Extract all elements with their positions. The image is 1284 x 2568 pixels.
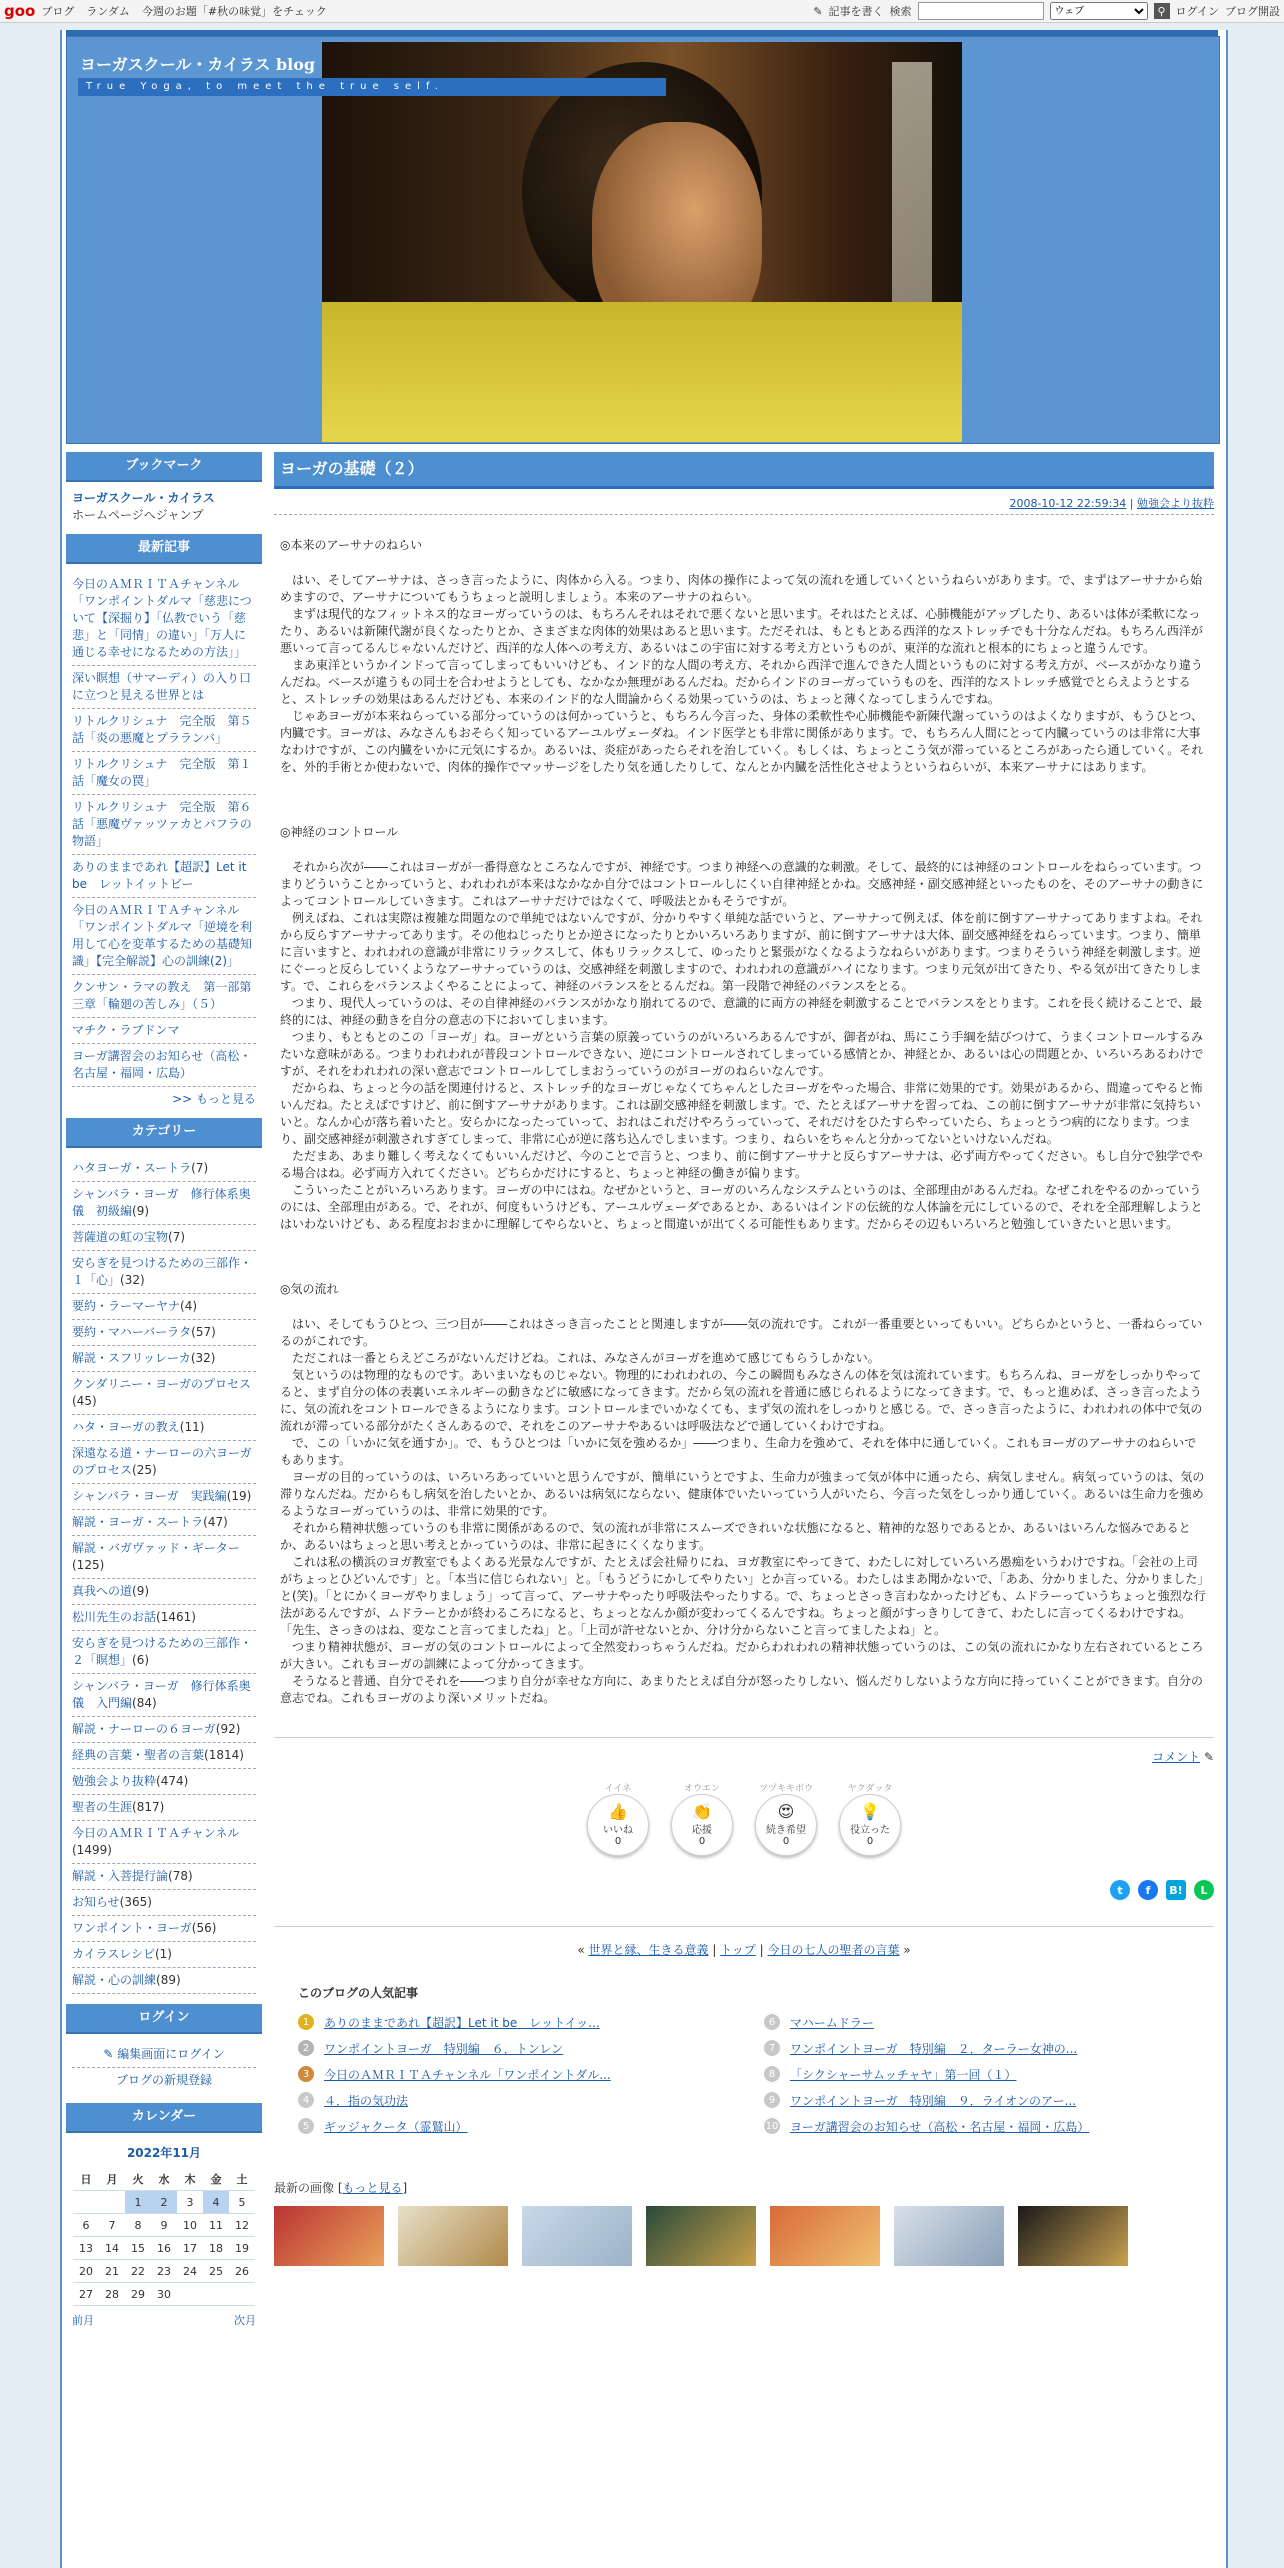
popular-item[interactable] (298, 2061, 724, 2087)
category-item[interactable] (72, 1225, 256, 1251)
recent-item[interactable]: 今日のＡＭＲＩＴＡチャンネル「ワンポイントダルマ「慈悲について【深掘り】「仏教でいう「慈悲」と「同情」の違い」「万人に通じる幸せになるための方法」」 (72, 572, 256, 666)
category-item[interactable] (72, 1890, 256, 1916)
entry-meta: 2008-10-12 22:59:34 | 勉強会より抜粋 (274, 495, 1214, 515)
recent-item[interactable]: ありのままであれ【超訳】Let it be レットイットビー (72, 855, 256, 898)
heart-eyes-icon: 😍 (777, 1802, 795, 1821)
calendar-day: 26 (229, 2260, 255, 2283)
main-content (274, 452, 1214, 2266)
calendar-day: 21 (99, 2260, 125, 2283)
category-count: (817) (132, 1800, 165, 1814)
calendar-day: 16 (151, 2237, 177, 2260)
twitter-icon[interactable]: t (1110, 1880, 1130, 1900)
header-photo (322, 42, 962, 442)
paragraph: つまり精神状態が、ヨーガの気のコントロールによって全然変わっちゃうんだね。だからわれわれの精神状態っていうのは、この気の流れにかなり左右されているところが大きい。これもヨーガの訓練によって分かってきます。 (280, 1640, 1204, 1671)
category-name: 勉強会より抜粋 (72, 1774, 157, 1788)
calendar-day: 3 (177, 2191, 203, 2214)
popular-heading: このブログの人気記事 (298, 1986, 419, 2000)
share-buttons (274, 1880, 1214, 1900)
category-count: (25) (132, 1463, 157, 1477)
category-count: (1) (154, 1947, 172, 1961)
category-count: (4) (180, 1299, 198, 1313)
category-item[interactable] (72, 1605, 256, 1631)
write-article-link[interactable]: 記事を書く (828, 5, 884, 18)
category-count: (474) (156, 1774, 189, 1788)
calendar-day (229, 2283, 255, 2306)
paragraph: まずは現代的なフィットネス的なヨーガっていうのは、もちろんそれはそれで悪くないと思います。それはたとえば、心肺機能がアップしたり、あるいは体が柔軟になったり、あるいは新陳代謝が良くなったりとか、さまざまな肉体的効果はあると思います。ただそれは、もともとある西洋的なストレッチでも十分なんだね。もちろん西洋が悪いって言ってるんじゃないんだけど、西洋的な人体への考え方、あるいはこの宇宙に対する考え方というものが、東洋的な流れと根本的にちょっと違うんです。 (280, 607, 1203, 655)
comment-link[interactable]: コメント (1152, 1750, 1201, 1764)
calendar-weekday: 火 (125, 2168, 151, 2191)
calendar-weekday: 月 (99, 2168, 125, 2191)
thumbnail[interactable] (274, 2206, 384, 2266)
popular-item[interactable] (764, 2009, 1190, 2035)
calendar-weekday: 日 (73, 2168, 99, 2191)
login-link[interactable]: ログイン (1175, 5, 1219, 18)
category-count: (1499) (72, 1843, 112, 1857)
recent-item[interactable]: リトルクリシュナ 完全版 第６話「悪魔ヴァッツァカとバフラの物語」 (72, 795, 256, 855)
bookmark-section (66, 482, 262, 534)
category-name: 今日のＡＭＲＩＴＡチャンネル (72, 1826, 240, 1840)
reaction-like[interactable] (587, 1781, 649, 1856)
thumbnail[interactable] (522, 2206, 632, 2266)
popular-item[interactable] (764, 2087, 1190, 2113)
calendar-day: 18 (203, 2237, 229, 2260)
popular-title[interactable]: ヨーガ講習会のお知らせ（高松・名古屋・福岡・広島） (790, 2119, 1090, 2134)
paragraph: だからね、ちょっと今の話を関連付けると、ストレッチ的なヨーガじゃなくてちゃんとしたヨーガをやった場合、非常に効果的です。効果があるから、間違ってやると怖いんだね。たとえばですけど、前に倒すアーサナがあります。これは副交感神経を刺激します。で、たとえばアーサナを習ってね、この前に倒すアーサナが非常に気持ちいいと。なんか心が落ち着いたと。安らかになったっていって、おれはこれだけやろうっていって、それだけをひたすらやっていたら、ちょっとうつ病的になります。つまり、副交感神経が刺激されすぎてしまって、非常に心が逆に落ち込んでしまいます。つまり、ねらいをちゃんと分かってないといけないんだね。 (280, 1081, 1203, 1146)
edit-login-link[interactable] (72, 2042, 256, 2068)
search-label: 検索 (889, 5, 912, 18)
category-item[interactable] (72, 1441, 256, 1484)
reaction-cheer[interactable] (671, 1781, 733, 1856)
reaction-name: 続き希望 (766, 1825, 806, 1836)
category-count: (57) (191, 1325, 216, 1339)
recent-more-link[interactable]: >> もっと見る (172, 1092, 256, 1106)
recent-images: 最新の画像 [もっと見る] (274, 2179, 1214, 2266)
popular-item[interactable] (764, 2035, 1190, 2061)
category-item[interactable] (72, 1916, 256, 1942)
new-blog-link[interactable]: ブログの新規登録 (115, 2073, 212, 2087)
paragraph: まあ東洋というかインドって言ってしまってもいいけども、インド的な人間の考え方、それから西洋で進んできた人間というものに対する考え方が、ベースがかなり違うんだね。ベースが違うもの同士を合わせようとしても、なかなか無理があるんだね。だからインドのヨーガっていうものを、西洋的なストレッチ感覚でとらえようとすると、ストレッチの効果はあるんだけども、本来のインド的な人間論からくる効果っていうのは、ちょっと薄くなってしまうんですね。 (280, 658, 1203, 706)
category-count: (45) (72, 1394, 97, 1408)
rank-badge: 5 (298, 2118, 314, 2134)
search-scope-select[interactable] (1050, 2, 1148, 20)
category-name: シャンバラ・ヨーガ 実践編 (72, 1489, 227, 1503)
search-input[interactable] (918, 2, 1044, 20)
category-count: (78) (168, 1869, 193, 1883)
sidebar (66, 452, 262, 2339)
global-topbar (0, 0, 1284, 23)
category-count: (7) (191, 1161, 209, 1175)
category-name: 解説・スフリッレーカ (72, 1351, 191, 1365)
category-name: ハタ・ヨーガの教え (72, 1420, 180, 1434)
rank-badge: 8 (764, 2066, 780, 2082)
popular-item[interactable] (764, 2061, 1190, 2087)
rank-badge: 1 (298, 2014, 314, 2030)
popular-title[interactable]: ４．指の気功法 (324, 2093, 409, 2108)
paragraph: で、この「いかに気を通すか」。で、もうひとつは「いかに気を強めるか」――つまり、生命力を強めて、それを体中に通していく。これもヨーガのアーサナのねらいでもあります。 (280, 1436, 1197, 1467)
category-item[interactable] (72, 1579, 256, 1605)
pen-icon: ✎ (813, 4, 823, 18)
category-name: 要約・ラーマーヤナ (72, 1299, 181, 1313)
category-name: 松川先生のお話 (72, 1610, 157, 1624)
popular-title[interactable]: マハームドラー (790, 2015, 874, 2030)
login-heading: ログイン (66, 2004, 262, 2034)
calendar-day: 17 (177, 2237, 203, 2260)
paragraph: こういったことがいろいろあります。ヨーガの中にはね。なぜかというと、ヨーガのいろんなシステムというのは、全部理由があるんだね。なぜこれをやるのかっていうのには、全部理由がある。で、それが、何度もいうけども、アーユルヴェーダであるとか、あるいはインドの伝統的な人体論を元にしているので、それを全部理解しようとはいわないけども、ある程度おおまかに理解してやらないと、ちょっと間違いが出てくる可能性もあります。だからその辺もいろいろと勉強していきたいと思います。 (280, 1183, 1203, 1231)
calendar-weekday: 金 (203, 2168, 229, 2191)
popular-item[interactable] (298, 2009, 724, 2035)
calendar-day (177, 2283, 203, 2306)
rank-badge: 4 (298, 2092, 314, 2108)
category-item[interactable] (72, 1182, 256, 1225)
topbar-link-odai[interactable]: 今週のお題「#秋の味覚」をチェック (141, 5, 327, 18)
popular-grid (298, 2009, 1190, 2139)
calendar-day: 27 (73, 2283, 99, 2306)
calendar-day[interactable]: 1 (125, 2191, 151, 2214)
category-item[interactable] (72, 1821, 256, 1864)
calendar-day: 30 (151, 2283, 177, 2306)
calendar-day[interactable]: 2 (151, 2191, 177, 2214)
category-count: (1814) (204, 1748, 244, 1762)
popular-title[interactable]: ギッジャクータ（霊鷲山） (324, 2119, 468, 2134)
calendar-table (73, 2168, 255, 2306)
thumbnail[interactable] (646, 2206, 756, 2266)
thumbnail[interactable] (398, 2206, 508, 2266)
rank-badge: 7 (764, 2040, 780, 2056)
recent-item[interactable]: リトルクリシュナ 完全版 第５話「炎の悪魔とプラランバ」 (72, 709, 256, 752)
lightbulb-icon: 💡 (860, 1802, 880, 1821)
calendar-day (99, 2191, 125, 2214)
calendar-weekday: 木 (177, 2168, 203, 2191)
popular-item[interactable] (298, 2035, 724, 2061)
paragraph: そうなると普通、自分でそれを――つまり自分が幸せな方向に、あまりたとえば自分が怒ったりしない、悩んだりしないような方向に持っていくことができます。自分の意志でね。これもヨーガのより深いメリットだね。 (280, 1674, 1204, 1705)
clap-icon: 👏 (692, 1802, 712, 1821)
pager-prev[interactable]: 世界と縁、生きる意義 (588, 1943, 709, 1957)
category-name: 解説・ナーローの６ヨーガ (72, 1722, 216, 1736)
paragraph: はい、そしてもうひとつ、三つ目が――これはさっき言ったことと関連しますが――気の流れです。これが一番重要といってもいい。どちらかというと、一番ねらっているのがこれです。 (280, 1317, 1203, 1348)
category-count: (9) (132, 1584, 150, 1598)
recent-item[interactable]: 深い瞑想（サマーディ）の入り口に立つと見える世界とは (72, 666, 256, 709)
category-name: 解説・入菩提行論 (72, 1869, 169, 1883)
category-item[interactable] (72, 1484, 256, 1510)
pen-icon: ✎ (103, 2047, 118, 2061)
category-name: 深遠なる道・ナーローの六ヨーガのプロセス (72, 1446, 252, 1477)
popular-title[interactable]: ワンポイントヨーガ 特別編 ９．ライオンのアー... (790, 2093, 1077, 2108)
category-item[interactable] (72, 1674, 256, 1717)
category-count: (9) (132, 1204, 150, 1218)
calendar-day (73, 2191, 99, 2214)
category-name: ハタヨーガ・スートラ (72, 1161, 192, 1175)
paragraph: つまり、現代人っていうのは、その自律神経のバランスがかなり崩れてるので、意識的に両方の神経を刺激することでバランスをとります。これを長く続けることで、最終的には、神経の動きを自分の意志の下においてしまいます。 (280, 996, 1202, 1027)
bookmark-link[interactable]: ヨーガスクール・カイラス (72, 491, 215, 505)
category-name: 経典の言葉・聖者の言葉 (72, 1748, 205, 1762)
category-count: (125) (72, 1558, 105, 1572)
paragraph: ヨーガの目的っていうのは、いろいろあっていいと思うんですが、簡単にいうとですよ、生命力が強まって気が体中に通ったら、病気しません。病気っていうのは、気の滞りなんだね。だからもし病気を治したいとか、あるいは病気にならない、健康体でいたいっていう人がいたら、今言った気をしっかり通していく。あるいは生命力を強めるようなヨーガっていうのは、非常に効果的です。 (280, 1470, 1205, 1518)
category-name: お知らせ (72, 1895, 120, 1909)
thumbnail[interactable] (894, 2206, 1004, 2266)
calendar-day: 13 (73, 2237, 99, 2260)
calendar-day: 5 (229, 2191, 255, 2214)
category-item[interactable] (72, 1346, 256, 1372)
recent-item[interactable]: クンサン・ラマの教え 第一部第三章「輪廻の苦しみ」（５） (72, 975, 256, 1018)
calendar-day: 19 (229, 2237, 255, 2260)
reaction-kana: ヤクダッタ (847, 1784, 893, 1794)
entry-category[interactable]: 勉強会より抜粋 (1137, 497, 1214, 510)
rank-badge: 3 (298, 2066, 314, 2082)
category-name: 聖者の生涯 (72, 1800, 133, 1814)
paragraph: ただこれは一番とらえどころがないんだけどね。これは、みなさんがヨーガを進めて感じてもらうしかない。 (280, 1351, 880, 1365)
category-count: (56) (191, 1921, 217, 1935)
category-count: (89) (156, 1973, 181, 1987)
category-name: 解説・心の訓練 (72, 1973, 157, 1987)
calendar-next-link[interactable]: 次月 (234, 2314, 256, 2327)
blog-title[interactable]: ヨーガスクール・カイラス blog (80, 55, 316, 74)
category-item[interactable] (72, 1769, 256, 1795)
calendar-weekday: 水 (151, 2168, 177, 2191)
category-item[interactable] (72, 1968, 256, 1994)
popular-item[interactable] (764, 2113, 1190, 2139)
reaction-count: 0 (866, 1836, 874, 1847)
reaction-more[interactable] (755, 1781, 817, 1856)
topbar-link-random[interactable]: ランダム (86, 5, 130, 18)
category-count: (6) (132, 1653, 150, 1667)
category-name: カイラスレシピ (72, 1947, 155, 1961)
line-icon[interactable]: L (1194, 1880, 1214, 1900)
category-count: (11) (179, 1420, 205, 1434)
reaction-name: 応援 (692, 1825, 712, 1836)
recent-list (66, 564, 262, 1118)
facebook-icon[interactable]: f (1138, 1880, 1158, 1900)
category-count: (47) (203, 1515, 228, 1529)
category-count: (32) (190, 1351, 216, 1365)
section-heading: ◎気の流れ (280, 1282, 339, 1296)
reaction-count: 0 (698, 1836, 706, 1847)
paragraph: それから精神状態っていうのも非常に関係があるので、気の流れが非常にスムーズできれいな状態になると、精神的な怒りであるとか、あるいはいろんな悩みであるとか、あるいはちょっと思い考えとかっていうのは、非常に起きにくくなります。 (280, 1521, 1191, 1552)
paragraph: じゃあヨーガが本来ねらっている部分っていうのは何かっていうと、もちろん今言った、身体の柔軟性や心肺機能や新陳代謝っていうのはよくなりますが、もうひとつ、内臓です。ヨーガは、みなさんもおそらく知っているアーユルヴェーダね。インド医学とも非常に関係があります。で、もちろん人間にとって内臓っていうのは非常に大事なわけですが、この内臓をいかに元気にするか。あるいは、炎症があったらそれを治していく。もしくは、ちょっとこう気が滞っているところがあったら通していく。それを、外的手術とか使わないで、肉体的操作でマッサージをしたり気を通したりして、なんとか内臓を活性化させようというねらいが、本来アーサナにはあります。 (280, 709, 1204, 774)
topbar-link-blog[interactable]: ブログ (41, 5, 75, 18)
calendar-day: 25 (203, 2260, 229, 2283)
recent-item[interactable]: ヨーガ講習会のお知らせ（高松・名古屋・福岡・広島） (72, 1044, 256, 1087)
recent-item[interactable]: マチク・ラブドンマ (72, 1018, 256, 1044)
category-name: 菩薩道の虹の宝物 (72, 1230, 169, 1244)
category-count: (32) (120, 1273, 145, 1287)
entry-pager: « 世界と縁、生きる意義 | トップ | 今日の七人の聖者の言葉 » (274, 1926, 1214, 1958)
paragraph: 例えばね、これは実際は複雑な問題なので単純ではないんですが、分かりやすく単純な話でいうと、アーサナって例えば、体を前に倒すアーサナってありますよね。それから反らすアーサナってあります。その他ねじったりとか逆さになったりとかいろいろありますが、前に倒すアーサナは大体、副交感神経をねらっています。つまり、簡単に言いますと、われわれの意識が非常にリラックスして、体もリラックスして、ゆったりと緊張がなくなるようなねらいがあります。つまりそういう神経を刺激します。逆にぐーっと反らしていくようなアーサナっていうのは、交感神経を刺激しますので、われわれの意識がハイになります。つまり元気が出てきたり、やる気が出てきたりします。で、これらをバランスよくやることによって、神経のバランスをとるんだね。第一段階で神経のバランスをとる。 (280, 911, 1203, 993)
entry-title[interactable]: ヨーガの基礎（２） (274, 452, 1214, 489)
paragraph: つまり、もともとのこの「ヨーガ」ね。ヨーガという言葉の原義っていうのがいろいろあるんですが、御者がね、馬にこう手綱を結びつけて、うまくコントロールするみたいな意味がある。つまりわれわれが普段コントロールできない、逆にコントロールされてしまっている感情とか、神経とか、あるいは心の問題とか、いろいろあるわけですが、それをわれわれの深い意志でコントロールしてしまおうっていうのがヨーガのねらいなんです。 (280, 1030, 1204, 1078)
comment-row (274, 1737, 1214, 1765)
reaction-useful[interactable] (839, 1781, 901, 1856)
category-count: (19) (226, 1489, 252, 1503)
popular-title[interactable]: ありのままであれ【超訳】Let it be レットイッ... (324, 2015, 600, 2030)
calendar-day: 7 (99, 2214, 125, 2237)
calendar (66, 2133, 262, 2339)
reaction-count: 0 (782, 1836, 790, 1847)
calendar-day: 14 (99, 2237, 125, 2260)
calendar-day: 22 (125, 2260, 151, 2283)
recent-item[interactable]: リトルクリシュナ 完全版 第１話「魔女の罠」 (72, 752, 256, 795)
category-item[interactable] (72, 1251, 256, 1294)
category-item[interactable] (72, 1415, 256, 1441)
calendar-day: 8 (125, 2214, 151, 2237)
calendar-day: 11 (203, 2214, 229, 2237)
rank-badge: 6 (764, 2014, 780, 2030)
rank-badge: 2 (298, 2040, 314, 2056)
recent-item[interactable]: 今日のＡＭＲＩＴＡチャンネル「ワンポイントダルマ「逆境を利用して心を変革するための基礎知識」【完全解説】心の訓練(2)」 (72, 898, 256, 975)
login-section (66, 2034, 262, 2103)
pager-top[interactable]: トップ (720, 1943, 756, 1957)
category-item[interactable] (72, 1156, 256, 1182)
thumbnail[interactable] (1018, 2206, 1128, 2266)
calendar-heading: カレンダー (66, 2103, 262, 2133)
calendar-day: 23 (151, 2260, 177, 2283)
hatena-icon[interactable]: B! (1166, 1880, 1186, 1900)
reaction-count: 0 (614, 1836, 622, 1847)
category-name: 解説・ヨーガ・スートラ (72, 1515, 204, 1529)
popular-articles (274, 1984, 1214, 2139)
popular-title[interactable]: ワンポイントヨーガ 特別編 ６．トンレン (324, 2041, 564, 2056)
category-name: ワンポイント・ヨーガ (72, 1921, 192, 1935)
category-count: (7) (168, 1230, 186, 1244)
rank-badge: 9 (764, 2092, 780, 2108)
calendar-day: 29 (125, 2283, 151, 2306)
category-item[interactable] (72, 1536, 256, 1579)
calendar-day: 12 (229, 2214, 255, 2237)
category-heading: カテゴリー (66, 1118, 262, 1148)
category-list (66, 1148, 262, 2004)
category-item[interactable] (72, 1864, 256, 1890)
category-item[interactable] (72, 1320, 256, 1346)
category-count: (1461) (156, 1610, 196, 1624)
calendar-day (203, 2283, 229, 2306)
category-item[interactable] (72, 1743, 256, 1769)
calendar-nav (72, 2312, 256, 2329)
entry-date[interactable]: 2008-10-12 22:59:34 (1009, 497, 1127, 510)
open-blog-link[interactable]: ブログ開設 (1225, 5, 1280, 18)
reaction-kana: ツヅキキボウ (758, 1784, 813, 1794)
category-name: 安らぎを見つけるための三部作・１「心」 (72, 1256, 253, 1287)
blog-subtitle: True Yoga, to meet the true self. (78, 78, 666, 96)
thumbnail[interactable] (770, 2206, 880, 2266)
category-name: 安らぎを見つけるための三部作・２「瞑想」 (72, 1636, 253, 1667)
reaction-kana: オウエン (683, 1784, 720, 1794)
category-name: 要約・マハーバーラタ (72, 1325, 192, 1339)
calendar-day: 28 (99, 2283, 125, 2306)
category-item[interactable] (72, 1372, 256, 1415)
popular-item[interactable] (298, 2113, 724, 2139)
rank-badge: 10 (764, 2118, 780, 2134)
calendar-day: 9 (151, 2214, 177, 2237)
section-heading: ◎本来のアーサナのねらい (280, 538, 423, 552)
topbar-right (813, 2, 1280, 20)
calendar-day: 6 (73, 2214, 99, 2237)
popular-title[interactable]: 今日のＡＭＲＩＴＡチャンネル「ワンポイントダル... (324, 2067, 611, 2082)
thumbs-up-icon: 👍 (608, 1802, 628, 1821)
reaction-name: 役立った (850, 1825, 890, 1836)
category-item[interactable] (72, 1942, 256, 1968)
pen-icon: ✎ (1203, 1750, 1214, 1764)
category-name: シャンバラ・ヨーガ 修行体系奥儀 入門編 (72, 1679, 251, 1710)
search-icon[interactable]: ⚲ (1154, 3, 1170, 19)
calendar-day: 10 (177, 2214, 203, 2237)
paragraph: はい、そしてアーサナは、さっき言ったように、肉体から入る。つまり、肉体の操作によって気の流れを通していくというねらいがあります。で、まずはアーサナから始めますので、アーサナについてもうちょっと説明しましょう。本来のアーサナのねらい。 (280, 573, 1203, 604)
paragraph: 気というのは物理的なものです。あいまいなものじゃない。物理的にわれわれの、今この瞬間もみなさんの体を気は流れています。もちろんね、ヨーガをしっかりやってると、まず自分の体の表裏いエネルギーの動きなどに敏感になってきます。だから気の流れを普通に感じられるようになってきます。で、もっと進めば、さっき言ったように、気の流れをコントロールできるようになります。コントロールまでいかなくても、まず気の流れをしっかりと感じる。で、さっき言ったように、われわれの体中で気の流れが滞っている部分がたくさんあるので、それをこのアーサナやあるいは呼吸法などで通していくわけですね。 (280, 1368, 1203, 1433)
paragraph: それから次が――これはヨーガが一番得意なところなんですが、神経です。つまり神経への意識的な刺激。そして、最終的には神経のコントロールをねらっています。つまりどういうことかっていうと、われわれが本来はなかなか自分ではコントロールしにくい自律神経とかね。交感神経・副交感神経といったものを、そのアーサナの動きによってコントロールしていきます。これはアーサナだけではなくて、呼吸法とかもそうですが。 (280, 860, 1204, 908)
paragraph: これは私の横浜のヨガ教室でもよくある光景なんですが、たとえば会社帰りにね、ヨガ教室にやってきて、わたしに対していろいろ愚痴をいうわけですね。「会社の上司がちょっとひどいんです」と。「本当に信じられない」と。「もうどうにかしてやりたい」とか言っている。わたしはまあ聞かないで、「ああ、分かりました、分かりました」と(笑)。「とにかくヨーガやりましょう」って言って、アーサナやったり呼吸法やったりする。で、ちょっとさっき言わなかったけども、ムドラーっていうちょっと強烈な行法があるんですが、ムドラーとかが終わるころになると、ちょっとなんか顔が変わってくるんですね。ちょっと顔がすっきりしてきて、わたしに言ってくるわけですね。「先生、さっきのはね、変なこと言ってましたね」と。「上司が許せないとか、分け分からないこと言ってましたよね」と。 (280, 1555, 1206, 1637)
calendar-day[interactable]: 4 (203, 2191, 229, 2214)
reaction-buttons (274, 1781, 1214, 1856)
category-name: 真我への道 (72, 1584, 133, 1598)
recent-images-more[interactable]: もっと見る (342, 2181, 403, 2195)
category-name: シャンバラ・ヨーガ 修行体系奥儀 初級編 (72, 1187, 251, 1218)
category-name: クンダリニー・ヨーガのプロセス (72, 1377, 252, 1391)
category-item[interactable] (72, 1631, 256, 1674)
pager-next[interactable]: 今日の七人の聖者の言葉 (767, 1943, 900, 1957)
popular-title[interactable]: ワンポイントヨーガ 特別編 ２．ターラー女神の... (790, 2041, 1078, 2056)
reaction-kana: イイネ (604, 1784, 632, 1794)
calendar-day: 24 (177, 2260, 203, 2283)
category-count: (84) (132, 1696, 157, 1710)
category-item[interactable] (72, 1294, 256, 1320)
section-heading: ◎神経のコントロール (280, 825, 399, 839)
category-item[interactable] (72, 1717, 256, 1743)
category-item[interactable] (72, 1795, 256, 1821)
bookmark-desc: ホームページへジャンプ (72, 508, 204, 522)
popular-item[interactable] (298, 2087, 724, 2113)
calendar-day: 15 (125, 2237, 151, 2260)
reaction-name: いいね (603, 1825, 633, 1836)
entry-body (274, 515, 1214, 1707)
bookmark-heading: ブックマーク (66, 452, 262, 482)
paragraph: ただまあ、あまり難しく考えなくてもいいんだけど、今のことで言うと、つまり、前に倒すアーサナと反らすアーサナは、必ず両方やってください。もし自分で独学でやる場合はね。必ず両方入れてください。どちらかだけにすると、ちょっと神経の働きが偏ります。 (280, 1149, 1203, 1180)
category-count: (365) (119, 1895, 152, 1909)
category-name: 解説・バガヴァッド・ギーター (72, 1541, 240, 1555)
recent-heading: 最新記事 (66, 534, 262, 564)
thumbnail-row (274, 2206, 1214, 2266)
recent-images-heading: 最新の画像 (274, 2181, 335, 2195)
category-count: (92) (215, 1722, 241, 1736)
category-item[interactable] (72, 1510, 256, 1536)
calendar-weekday: 土 (229, 2168, 255, 2191)
popular-title[interactable]: 「シクシャーサムッチャヤ」第一回（１） (790, 2067, 1017, 2082)
calendar-day: 20 (73, 2260, 99, 2283)
edit-login-label: 編集画面にログイン (117, 2047, 225, 2061)
calendar-prev-link[interactable]: 前月 (72, 2314, 94, 2327)
calendar-month: 2022年11月 (126, 2146, 202, 2160)
goo-logo[interactable]: goo (4, 2, 36, 20)
